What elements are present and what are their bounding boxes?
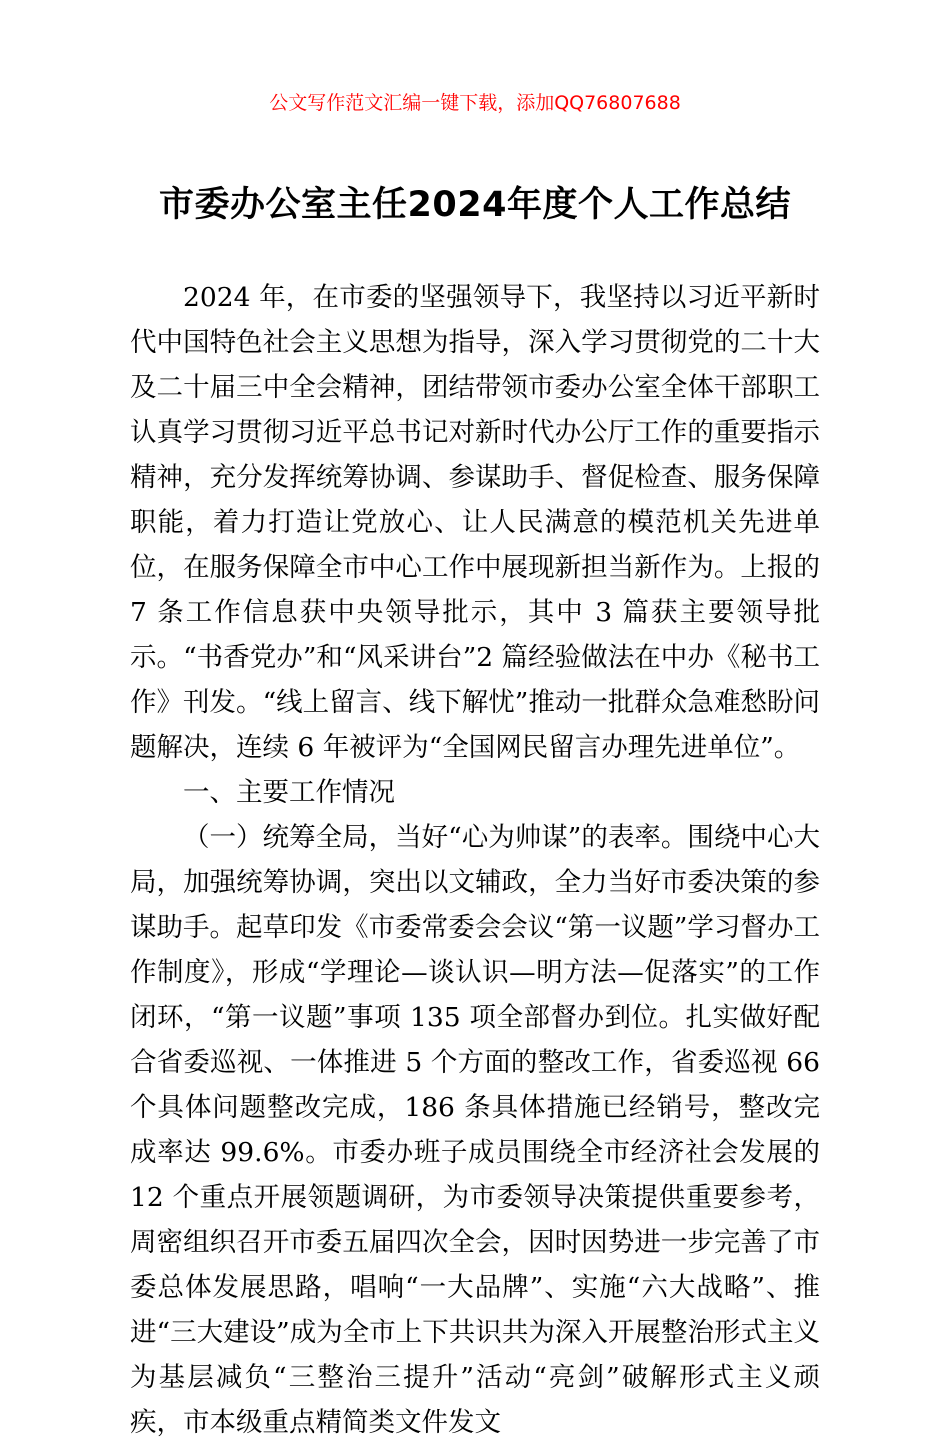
watermark-text: 公文写作范文汇编一键下载，添加QQ76807688: [269, 92, 681, 114]
page-title: 市委办公室主任2024年度个人工作总结: [159, 185, 791, 225]
paragraph-subsection-one: （一）统筹全局，当好“心为帅谋”的表率。围绕中心大局，加强统筹协调，突出以文辅政，全力当好市委决策的参谋助手。起草印发《市委常委会会议“第一议题”学习督办工作制度》，形成“学理论—谈认识—明方法—促落实”的工作闭环，“第一议题”事项 135 项全部督办到位。扎实做好配合省委巡视、一体推进 5 个方面的整改工作，省委巡视 66 个具体问题整改完成，186 条具体措施已经销号，整改完成率达 99.6%。市委办班子成员围绕全市经济社会发展的 12 个重点开展领题调研，为市委领导决策提供重要参考，周密组织召开市委五届四次全会，因时因势进一步完善了市委总体发展思路，唱响“一大品牌”、实施“六大战略”、推进“三大建设”成为全市上下共识共为深入开展整治形式主义为基层减负“三整治三提升”活动“亮剑”破解形式主义顽疾，市本级重点精简类文件发文: [130, 822, 820, 1438]
paragraph-intro: 2024 年，在市委的坚强领导下，我坚持以习近平新时代中国特色社会主义思想为指导，深入学习贯彻党的二十大及二十届三中全会精神，团结带领市委办公室全体干部职工认真学习贯彻习近平总书记对新时代办公厅工作的重要指示精神，充分发挥统筹协调、参谋助手、督促检查、服务保障职能，着力打造让党放心、让人民满意的模范机关先进单位，在服务保障全市中心工作中展现新担当新作为。上报的 7 条工作信息获中央领导批示，其中 3 篇获主要领导批示。“书香党办”和“风采讲台”2 篇经验做法在中办《秘书工作》刊发。“线上留言、线下解忧”推动一批群众急难愁盼问题解决，连续 6 年被评为“全国网民留言办理先进单位”。: [130, 282, 820, 763]
paragraph-section-heading: 一、主要工作情况: [183, 777, 395, 808]
document-body: [130, 275, 820, 1445]
